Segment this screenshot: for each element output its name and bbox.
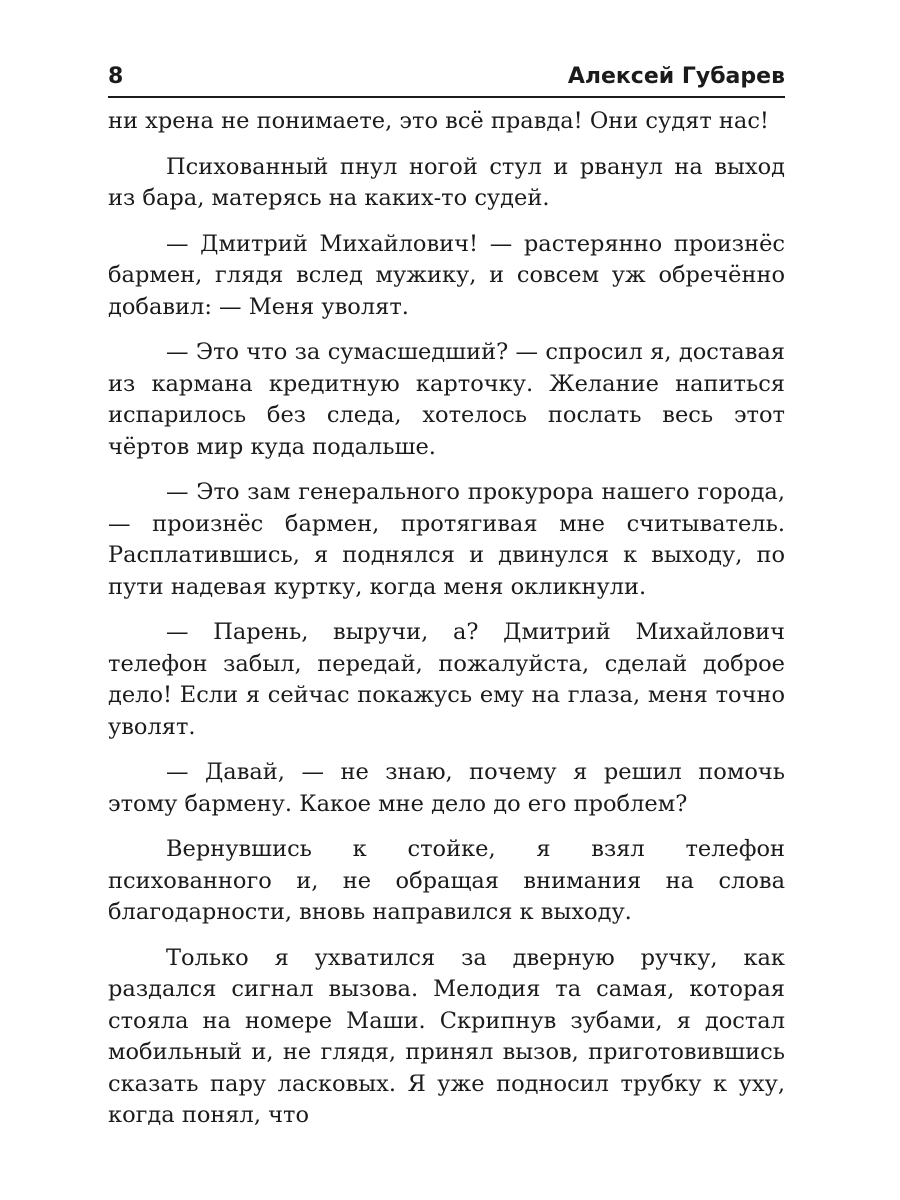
paragraph: — Дмитрий Михайлович! — растерянно произнёс бармен, глядя вслед мужику, и совсем уж обречённо добавил: — Меня уволят. <box>108 230 785 320</box>
paragraph: — Это зам генерального прокурора нашего города, — произнёс бармен, протягивая мне считыватель. Расплатившись, я поднялся и двинулся к выходу, по пути надевая куртку, когда меня окликнули. <box>108 479 785 600</box>
paragraph: Психованный пнул ногой стул и рванул на выход из бара, матерясь на каких-то судей. <box>108 153 785 211</box>
running-header <box>108 60 785 98</box>
author-name: Алексей Губарев <box>567 64 785 89</box>
paragraph: Только я ухватился за дверную ручку, как раздался сигнал вызова. Мелодия та самая, которая стояла на номере Маши. Скрипнув зубами, я достал мобильный и, не глядя, принял вызов, приготовившись сказать пару ласковых. Я уже подносил трубку к уху, когда понял, что <box>108 944 785 1128</box>
paragraph: — Парень, выручи, а? Дмитрий Михайлович телефон забыл, передай, пожалуйста, сделай доброе дело! Если я сейчас покажусь ему на глаза, меня точно уволят. <box>108 619 785 740</box>
paragraph: — Давай, — не знаю, почему я решил помочь этому бармену. Какое мне дело до его проблем? <box>108 759 785 817</box>
paragraph: — Это что за сумасшедший? — спросил я, доставая из кармана кредитную карточку. Желание напиться испарилось без следа, хотелось послать весь этот чёртов мир куда подальше. <box>108 339 785 460</box>
page-number: 8 <box>108 64 124 89</box>
paragraph: Вернувшись к стойке, я взял телефон психованного и, не обращая внимания на слова благодарности, вновь направился к выходу. <box>108 836 785 925</box>
page-body <box>108 106 785 1146</box>
paragraph: ни хрена не понимаете, это всё правда! Они судят нас! <box>108 108 769 134</box>
